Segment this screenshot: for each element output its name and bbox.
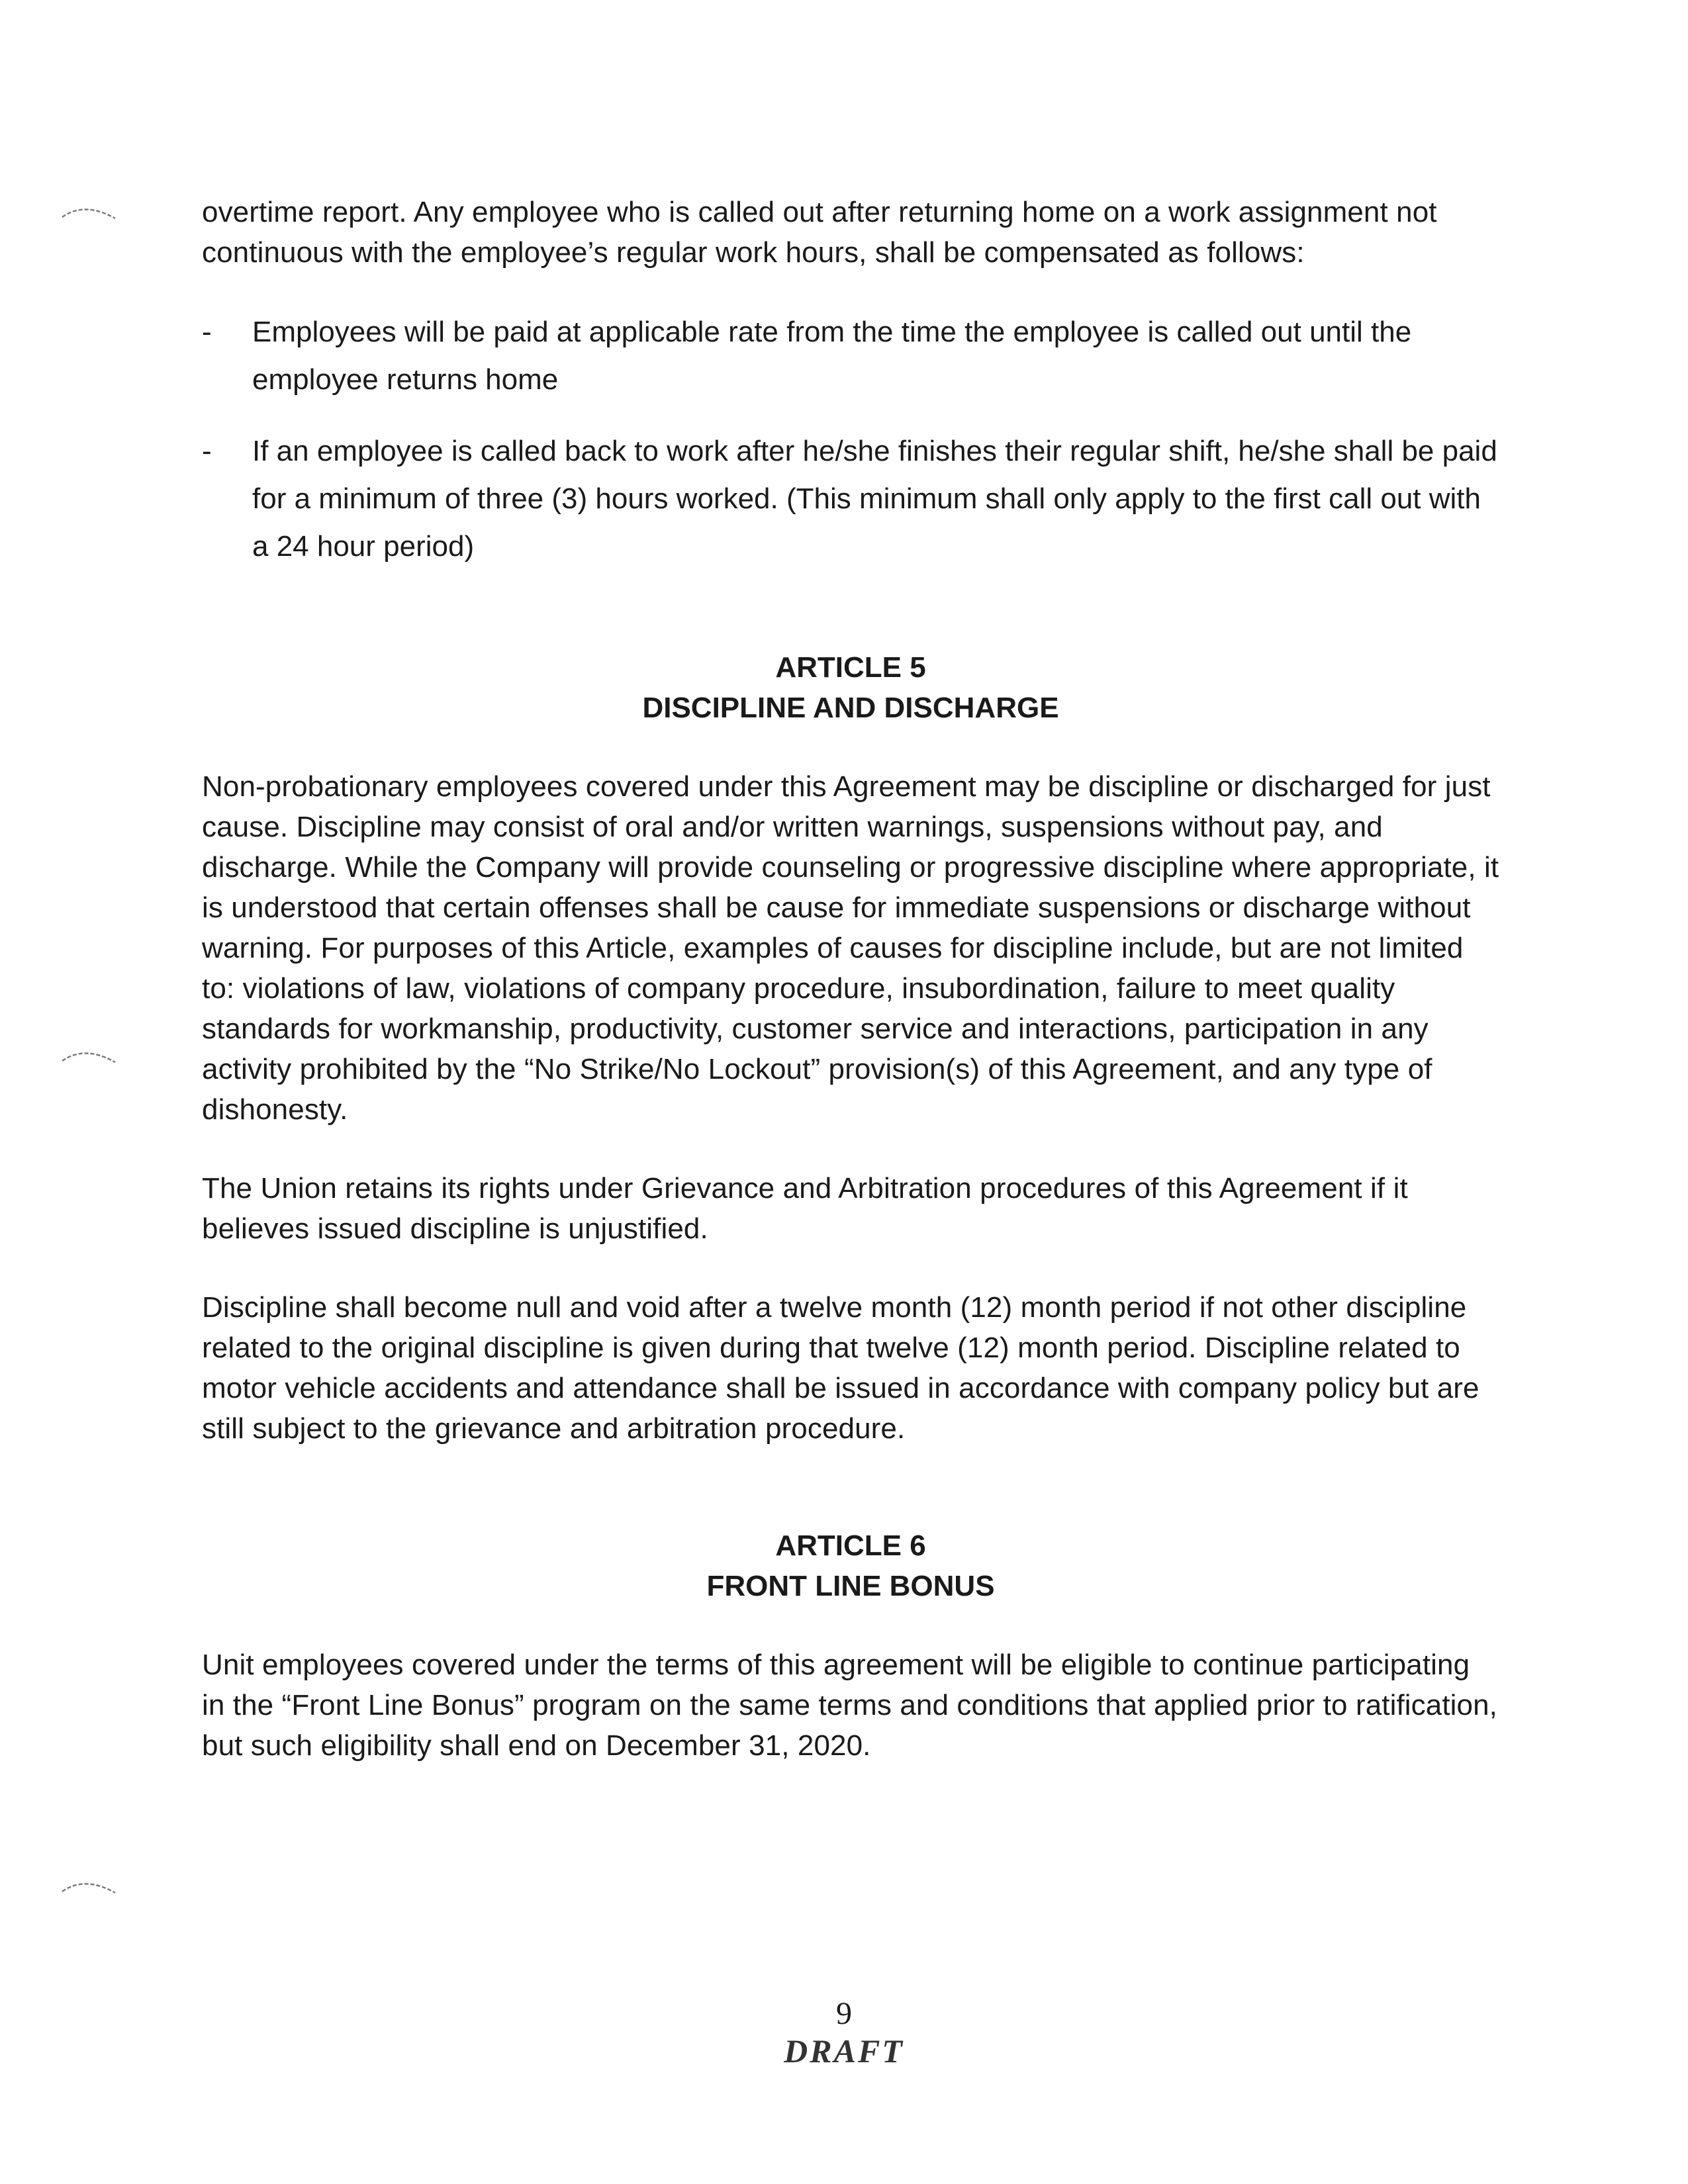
article-5-paragraph-3: Discipline shall become null and void after a twelve month (12) month period if not other discipline related to the original discipline is given during that twelve (12) month period. Discipline related to motor vehicle accidents and attendance shall be issued in accordance with company policy but are still subject to the grievance and arbitration procedure. bbox=[202, 1291, 1479, 1445]
article-5-title: DISCIPLINE AND DISCHARGE bbox=[642, 692, 1059, 724]
list-item bbox=[202, 308, 1499, 404]
bullet-dash: - bbox=[202, 316, 212, 348]
draft-label: DRAFT bbox=[784, 2032, 904, 2070]
article-5-paragraph-1: Non-probationary employees covered under this Agreement may be discipline or discharged for just cause. Discipline may consist of oral and/or written warnings, suspensions without pay, and discharge. While the Company will provide counseling or progressive discipline where appropriate, it is understood that certain offenses shall be cause for immediate suspensions or discharge without warning. For purposes of this Article, examples of causes for discipline include, but are not limited to: violations of law, violations of company procedure, insubordination, failure to meet quality standards for workmanship, productivity, customer service and interactions, participation in any activity prohibited by the “No Strike/No Lockout” provision(s) of this Agreement, and any type of dishonesty. bbox=[202, 770, 1499, 1126]
article-5-section bbox=[202, 647, 1499, 1449]
punch-hole-mark bbox=[58, 1873, 124, 1899]
page-number: 9 bbox=[836, 1996, 852, 2031]
document-body bbox=[202, 192, 1499, 1766]
compensation-list bbox=[202, 308, 1499, 570]
article-5-number: ARTICLE 5 bbox=[775, 651, 926, 684]
article-6-number: ARTICLE 6 bbox=[775, 1529, 926, 1562]
article-6-paragraph-1: Unit employees covered under the terms of this agreement will be eligible to continue participating in the “Front Line Bonus” program on the same terms and conditions that applied prior to ratification, but such eligibility shall end on December 31, 2020. bbox=[202, 1649, 1498, 1762]
continuation-paragraph: overtime report. Any employee who is called out after returning home on a work assignment not continuous with the employee’s regular work hours, shall be compensated as follows: bbox=[202, 196, 1437, 269]
punch-hole-mark bbox=[58, 1042, 124, 1069]
list-item bbox=[202, 428, 1499, 570]
list-item-text: Employees will be paid at applicable rate from the time the employee is called out until the employee returns home bbox=[252, 316, 1412, 396]
bullet-dash: - bbox=[202, 435, 212, 467]
punch-hole-mark bbox=[58, 199, 124, 225]
article-5-paragraph-2: The Union retains its rights under Grievance and Arbitration procedures of this Agreement if it believes issued discipline is unjustified. bbox=[202, 1172, 1408, 1245]
article-6-section bbox=[202, 1525, 1499, 1766]
article-6-title: FRONT LINE BONUS bbox=[706, 1570, 995, 1602]
list-item-text: If an employee is called back to work after he/she finishes their regular shift, he/she shall be paid for a minimum of three (3) hours worked. (This minimum shall only apply to the first call out with a 24 hour period) bbox=[252, 435, 1497, 563]
